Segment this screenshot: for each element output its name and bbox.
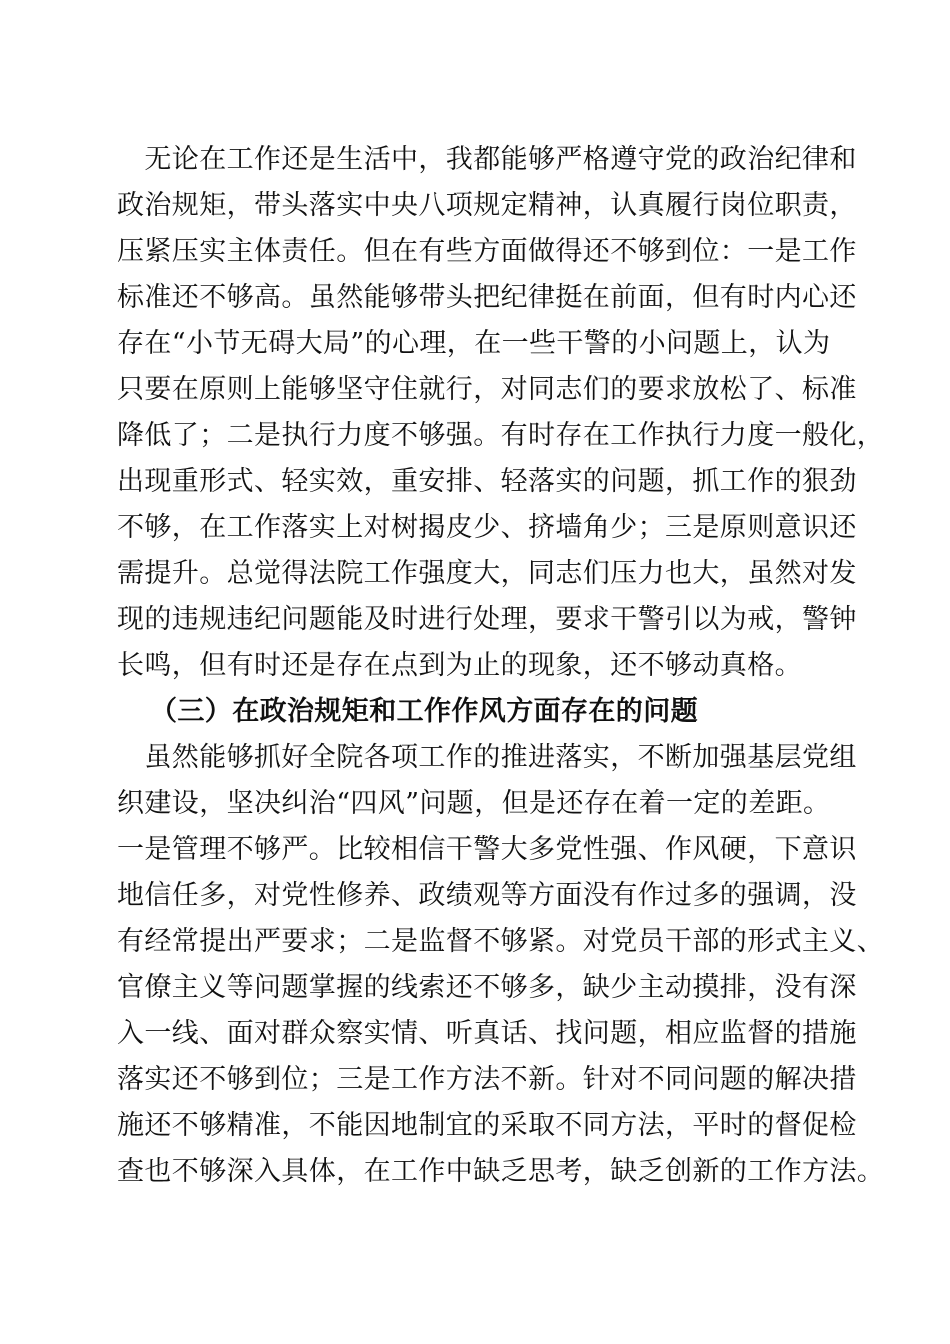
paragraph-1-line-5: 存在“小节无碍大局”的心理，在一些干警的小问题上，认为: [117, 328, 831, 359]
paragraph-1-line-12: 长鸣，但有时还是存在点到为止的现象，还不够动真格。: [117, 650, 802, 681]
paragraph-2-line-5: 有经常提出严要求；二是监督不够紧。对党员干部的形式主义、: [117, 926, 885, 957]
paragraph-1-line-10: 需提升。总觉得法院工作强度大，同志们压力也大，虽然对发: [117, 558, 857, 589]
paragraph-1-line-2: 政治规矩，带头落实中央八项规定精神，认真履行岗位职责，: [117, 190, 857, 221]
paragraph-2-line-10: 查也不够深入具体，在工作中缺乏思考，缺乏创新的工作方法。: [117, 1156, 885, 1187]
paragraph-2-line-6: 官僚主义等问题掌握的线索还不够多，缺少主动摸排，没有深: [117, 972, 857, 1003]
paragraph-2-line-3: 一是管理不够严。比较相信干警大多党性强、作风硬，下意识: [117, 834, 857, 865]
paragraph-1-line-7: 降低了；二是执行力度不够强。有时存在工作执行力度一般化，: [117, 420, 885, 451]
paragraph-2-line-9: 施还不够精准，不能因地制宜的采取不同方法，平时的督促检: [117, 1110, 857, 1141]
paragraph-1-line-4: 标准还不够高。虽然能够带头把纪律挺在前面，但有时内心还: [117, 282, 857, 313]
section-heading: （三）在政治规矩和工作作风方面存在的问题: [150, 696, 698, 727]
paragraph-1-line-3: 压紧压实主体责任。但在有些方面做得还不够到位：一是工作: [117, 236, 857, 267]
paragraph-1-line-8: 出现重形式、轻实效，重安排、轻落实的问题，抓工作的狠劲: [117, 466, 857, 497]
paragraph-1-line-6: 只要在原则上能够坚守住就行，对同志们的要求放松了、标准: [117, 374, 857, 405]
paragraph-1-line-9: 不够，在工作落实上对树揭皮少、挤墙角少；三是原则意识还: [117, 512, 857, 543]
paragraph-2-line-4: 地信任多，对党性修养、政绩观等方面没有作过多的强调，没: [117, 880, 857, 911]
paragraph-2-line-2: 织建设，坚决纠治“四风”问题，但是还存在着一定的差距。: [117, 788, 831, 819]
paragraph-2-line-1: 虽然能够抓好全院各项工作的推进落实，不断加强基层党组: [117, 742, 857, 773]
paragraph-2-line-8: 落实还不够到位；三是工作方法不新。针对不同问题的解决措: [117, 1064, 857, 1095]
paragraph-2-line-7: 入一线、面对群众察实情、听真话、找问题，相应监督的措施: [117, 1018, 857, 1049]
paragraph-1-line-11: 现的违规违纪问题能及时进行处理，要求干警引以为戒，警钟: [117, 604, 857, 635]
paragraph-1-line-1: 无论在工作还是生活中，我都能够严格遵守党的政治纪律和: [117, 144, 857, 175]
